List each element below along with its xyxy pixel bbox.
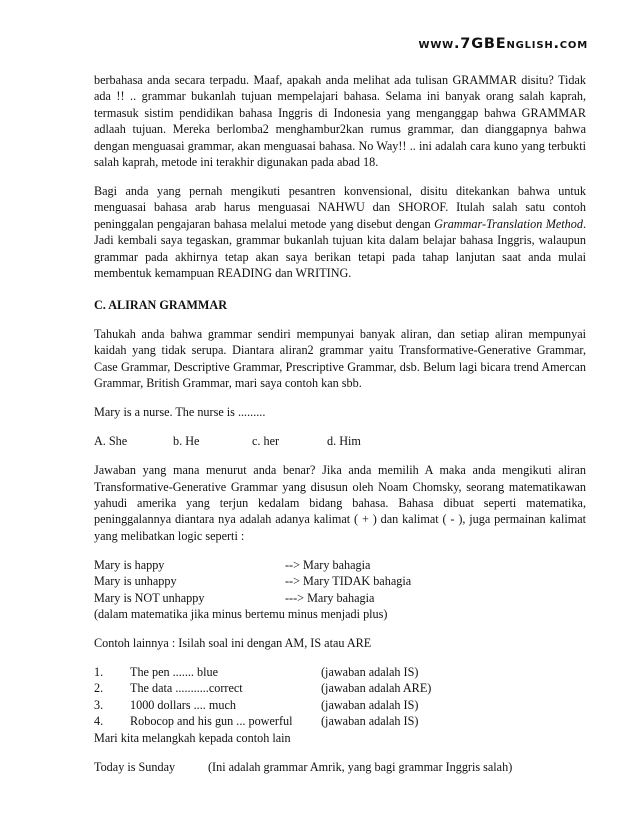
logic-examples <box>94 557 586 606</box>
paragraph-pesantren <box>94 183 586 281</box>
method-name: Grammar-Translation Method <box>434 216 583 231</box>
item-number: 2. <box>94 681 104 696</box>
choice-d: d. Him <box>327 434 361 449</box>
logic-example-english: Mary is happy <box>94 557 165 572</box>
logic-example-translation: --> Mary TIDAK bahagia <box>285 574 412 589</box>
paragraph-aliran: Tahukah anda bahwa grammar sendiri mempunyai banyak aliran, dan setiap aliran mempunyai kaidah yang tidak serupa. Diantara aliran2 grammar yaitu Transformative-Generative Grammar, Case Grammar, Descriptive Grammar, Prescriptive Grammar, dsb. Belum lagi bicara trend Amercan Grammar, British Grammar, mari saya contoh kan sbb. <box>94 326 586 391</box>
today-sentence: Today is Sunday <box>94 759 176 774</box>
logic-examples-note: (dalam matematika jika minus bertemu minus menjadi plus) <box>94 606 388 621</box>
paragraph-pesantren-text-2: . Jadi kembali saya tegaskan, grammar bukanlah tujuan kita dalam belajar bahasa Inggris, walaupun grammar pada akhirnya tetap akan saya berikan tetapi pada tahap lanjutan saat anda mulai membentuk kemampuan READING dan WRITING. <box>94 216 586 281</box>
today-note: (Ini adalah grammar Amrik, yang bagi grammar Inggris salah) <box>208 759 513 774</box>
logic-example-english: Mary is NOT unhappy <box>94 590 205 605</box>
site-header: www.7GBEnglish.com <box>418 36 588 52</box>
list-item <box>94 664 586 680</box>
example-question: Mary is a nurse. The nurse is ......... <box>94 405 266 420</box>
item-answer: (jawaban adalah IS) <box>321 714 419 729</box>
item-number: 4. <box>94 714 104 729</box>
answer-choices <box>94 433 586 449</box>
section-heading: C. ALIRAN GRAMMAR <box>94 298 228 313</box>
item-sentence: 1000 dollars .... much <box>130 697 236 712</box>
logic-example-translation: --> Mary bahagia <box>285 557 371 572</box>
choice-a: A. She <box>94 434 128 449</box>
choice-c: c. her <box>252 434 280 449</box>
item-sentence: The data ...........correct <box>130 681 243 696</box>
document-body <box>94 72 586 775</box>
list-item <box>94 680 586 696</box>
item-answer: (jawaban adalah IS) <box>321 697 419 712</box>
exercise-list <box>94 664 586 730</box>
item-number: 1. <box>94 664 104 679</box>
logic-example-translation: ---> Mary bahagia <box>285 590 375 605</box>
list-item <box>94 697 586 713</box>
item-answer: (jawaban adalah ARE) <box>321 681 432 696</box>
next-example-line: Mari kita melangkah kepada contoh lain <box>94 730 291 745</box>
logic-example-row <box>94 590 586 606</box>
list-item <box>94 713 586 729</box>
logic-example-row <box>94 557 586 573</box>
item-number: 3. <box>94 697 104 712</box>
choice-b: b. He <box>173 434 200 449</box>
logic-example-english: Mary is unhappy <box>94 574 177 589</box>
item-sentence: Robocop and his gun ... powerful <box>130 714 293 729</box>
item-answer: (jawaban adalah IS) <box>321 664 419 679</box>
today-example <box>94 759 586 775</box>
exercise-intro: Contoh lainnya : Isilah soal ini dengan AM, IS atau ARE <box>94 635 372 650</box>
item-sentence: The pen ....... blue <box>130 664 218 679</box>
paragraph-grammar-not-goal: berbahasa anda secara terpadu. Maaf, apakah anda melihat ada tulisan GRAMMAR disitu? Tidak ada !! .. grammar bukanlah tujuan mempelajari bahasa. Selama ini banyak orang salah kaprah, termasuk sistim pendidikan bahasa Inggris di Indonesia yang menganggap bahwa GRAMMAR adlaah tujuan. Mereka berlomba2 menghambur2kan rumus grammar, dan dianggapnya bahwa dengan menguasai grammar, akan menguasai bahasa. No Way!! .. ini adalah cara kuno yang terbukti salah kaprah, metode ini terakhir digunakan pada abad 18. <box>94 73 586 170</box>
logic-example-row <box>94 573 586 589</box>
paragraph-pesantren-text-1: Bagi anda yang pernah mengikuti pesantren konvensional, disitu ditekankan bahwa untuk menguasai bahasa arab harus menguasai NAHWU dan SHOROF. Itulah salah satu contoh peninggalan pengajaran bahasa melalui metode yang disebut dengan <box>94 184 586 231</box>
paragraph-chomsky: Jawaban yang mana menurut anda benar? Jika anda memilih A maka anda mengikuti aliran Transformative-Generative Grammar yang disusun oleh Noam Chomsky, seorang matematikawan yahudi amerika yang terjun kedalam bidang bahasa. Bahasa dibuat seperti matematika, peninggalannya diantara nya adalah adanya kalimat ( + ) dan kalimat ( - ), juga permainan kalimat yang melibatkan logic seperti : <box>94 463 586 543</box>
